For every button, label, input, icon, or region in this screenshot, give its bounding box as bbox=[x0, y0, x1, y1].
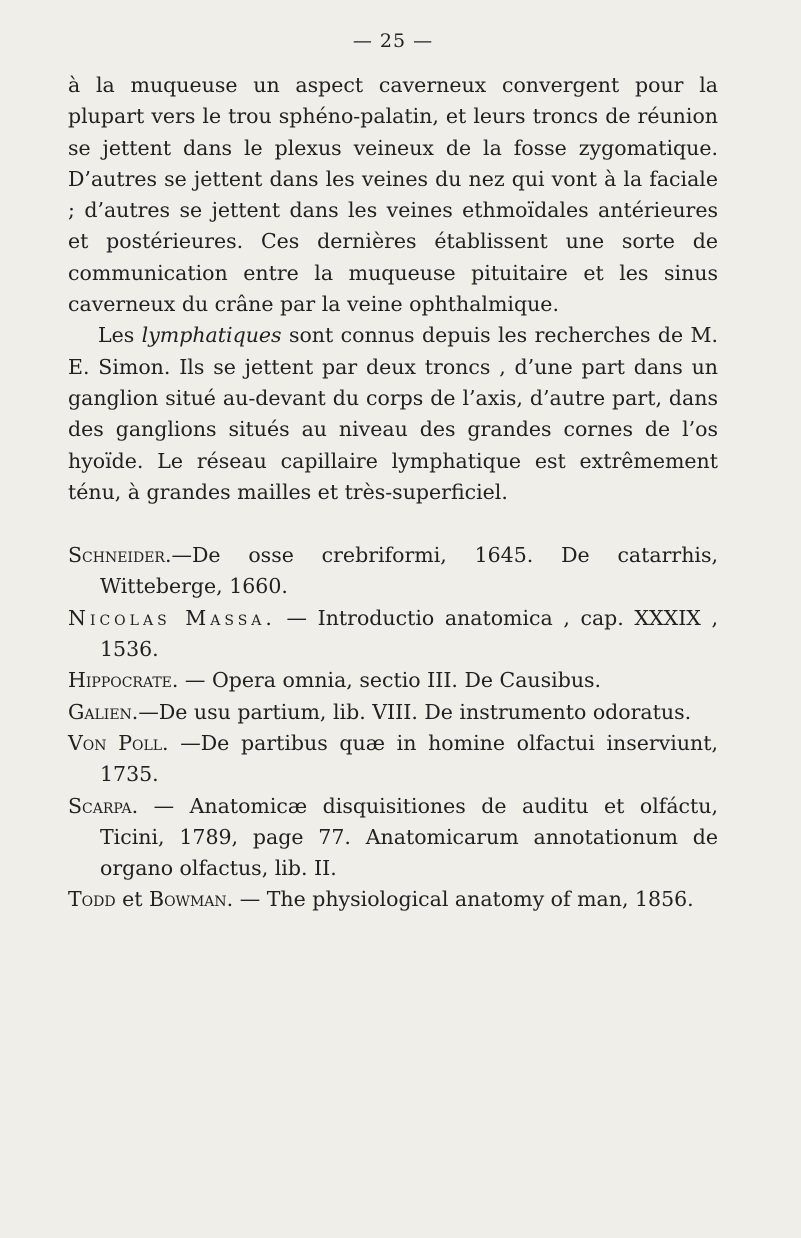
bibliography-entry bbox=[68, 540, 718, 603]
paragraph-lymphatics bbox=[68, 320, 718, 508]
entry-author: Galien. bbox=[68, 699, 139, 724]
entry-author: Hippocrate. bbox=[68, 668, 179, 693]
emphasis-lymphatiques: lymphatiques bbox=[141, 323, 282, 348]
entry-text: — Opera omnia, sectio III. De Causibus. bbox=[178, 668, 602, 693]
entry-author: Scarpa. bbox=[68, 793, 139, 818]
entry-text: — Anatomicæ disquisitiones de auditu et olfáctu, Ticini, 1789, page 77. Anatomicarum annotationum de organo olfactus, lib. II. bbox=[100, 793, 718, 881]
entry-author: Von Poll. bbox=[68, 730, 169, 755]
entry-connector: et bbox=[115, 887, 150, 912]
entry-author: Schneider. bbox=[68, 543, 172, 568]
bibliography-entry bbox=[68, 728, 718, 791]
bibliography-entry bbox=[68, 697, 718, 728]
entry-text: —De osse crebriformi, 1645. De catarrhis, Witteberge, 1660. bbox=[100, 543, 718, 599]
paragraph-prefix: Les bbox=[98, 323, 142, 348]
page bbox=[68, 24, 718, 916]
entry-author-2: Bowman. bbox=[149, 887, 234, 912]
bibliography-entry bbox=[68, 603, 718, 666]
bibliography bbox=[68, 540, 718, 916]
entry-text: —De partibus quæ in homine olfactui inserviunt, 1735. bbox=[100, 730, 718, 787]
bibliography-entry bbox=[68, 665, 718, 696]
entry-author: Nicolas Massa. bbox=[68, 605, 276, 630]
entry-text: — The physiological anatomy of man, 1856. bbox=[233, 887, 694, 912]
bibliography-entry bbox=[68, 791, 718, 885]
entry-text: — Introductio anatomica , cap. XXXIX , 1536. bbox=[100, 605, 718, 662]
paragraph-veins: à la muqueuse un aspect caverneux convergent pour la plupart vers le trou sphéno-palatin, et leurs troncs de réunion se jettent dans le plexus veineux de la fosse zygomatique. D’autres se jettent dans les veines du nez qui vont à la faciale ; d’autres se jettent dans les veines ethmoïdales antérieures et postérieures. Ces dernières établissent une sorte de communication entre la muqueuse pituitaire et les sinus caverneux du crâne par la veine ophthalmique. bbox=[68, 73, 718, 317]
entry-author: Todd bbox=[68, 887, 116, 912]
entry-text: —De usu partium, lib. VIII. De instrumento odoratus. bbox=[138, 699, 692, 724]
paragraph-text: sont connus depuis les recherches de M. E. Simon. Ils se jettent par deux troncs , d’une part dans un ganglion situé au-devant du corps de l’axis, d’autre part, dans des ganglions situés au niveau des grandes cornes de l’os hyoïde. Le réseau capillaire lymphatique est extrêmement ténu, à grandes mailles et très-superficiel. bbox=[68, 323, 718, 504]
page-number: — 25 — bbox=[352, 30, 434, 52]
bibliography-entry bbox=[68, 884, 718, 915]
